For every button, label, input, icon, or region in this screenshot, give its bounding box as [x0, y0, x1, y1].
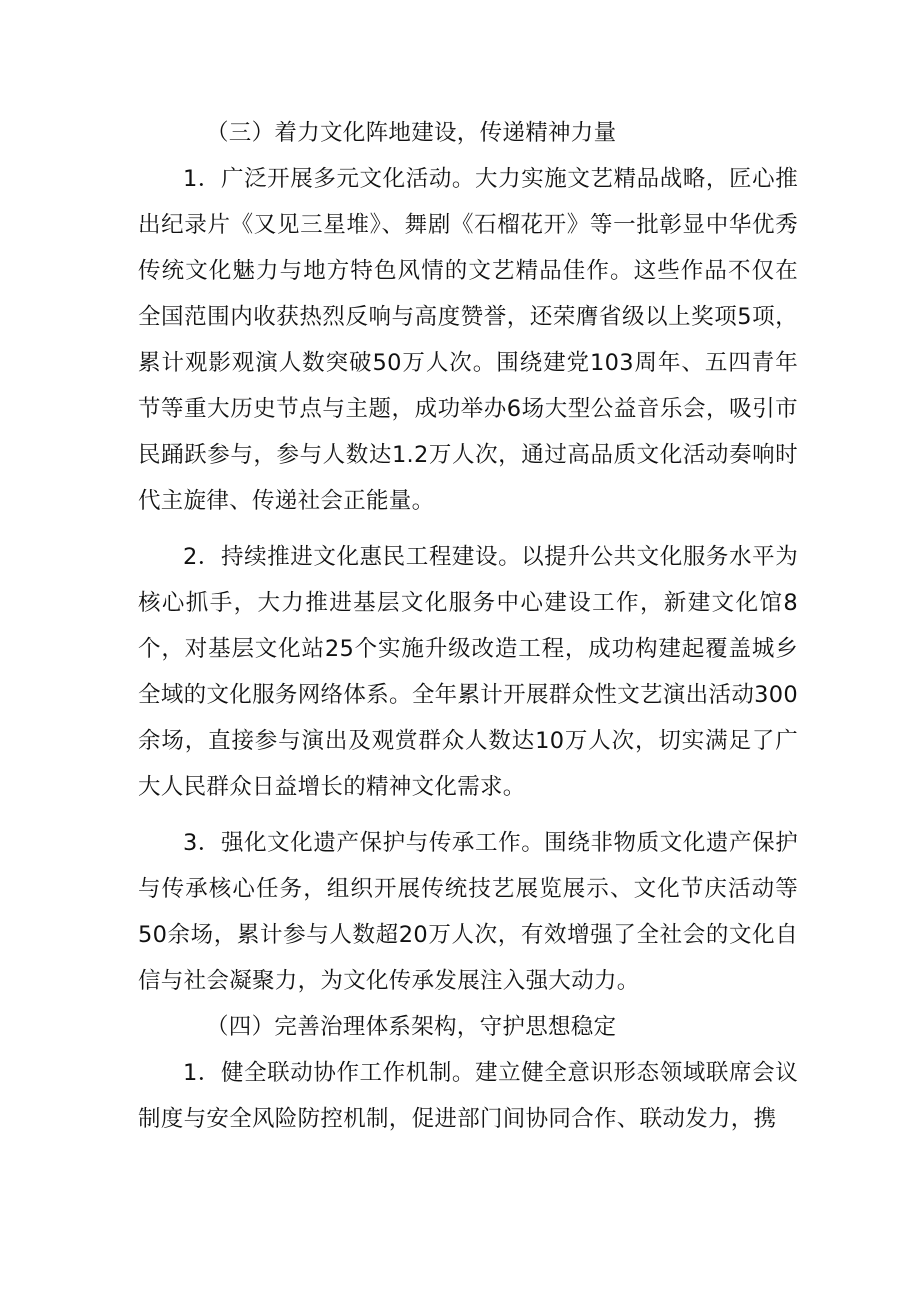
- section-3-paragraph-2: 2．持续推进文化惠民工程建设。以提升公共文化服务水平为核心抓手，大力推进基层文化服务中心建设工作，新建文化馆8个，对基层文化站25个实施升级改造工程，成功构建起覆盖城乡全域的文化服务网络体系。全年累计开展群众性文艺演出活动300余场，直接参与演出及观赏群众人数达10万人次，切实满足了广大人民群众日益增长的精神文化需求。: [138, 544, 798, 800]
- section-3-heading: （三）着力文化阵地建设，传递精神力量: [206, 120, 617, 146]
- section-4-paragraph-1: 1．健全联动协作工作机制。建立健全意识形态领域联席会议制度与安全风险防控机制，促进部门间协同合作、联动发力，携: [138, 1060, 798, 1132]
- document-body: [138, 110, 798, 1142]
- section-4-heading: （四）完善治理体系架构，守护思想稳定: [206, 1014, 617, 1040]
- section-3-paragraph-1: 1．广泛开展多元文化活动。大力实施文艺精品战略，匠心推出纪录片《又见三星堆》、舞剧《石榴花开》等一批彰显中华优秀传统文化魅力与地方特色风情的文艺精品佳作。这些作品不仅在全国范围内收获热烈反响与高度赞誉，还荣膺省级以上奖项5项，累计观影观演人数突破50万人次。围绕建党103周年、五四青年节等重大历史节点与主题，成功举办6场大型公益音乐会，吸引市民踊跃参与，参与人数达1.2万人次，通过高品质文化活动奏响时代主旋律、传递社会正能量。: [138, 166, 798, 514]
- section-3-paragraph-3: 3．强化文化遗产保护与传承工作。围绕非物质文化遗产保护与传承核心任务，组织开展传统技艺展览展示、文化节庆活动等50余场，累计参与人数超20万人次，有效增强了全社会的文化自信与社会凝聚力，为文化传承发展注入强大动力。: [138, 830, 798, 994]
